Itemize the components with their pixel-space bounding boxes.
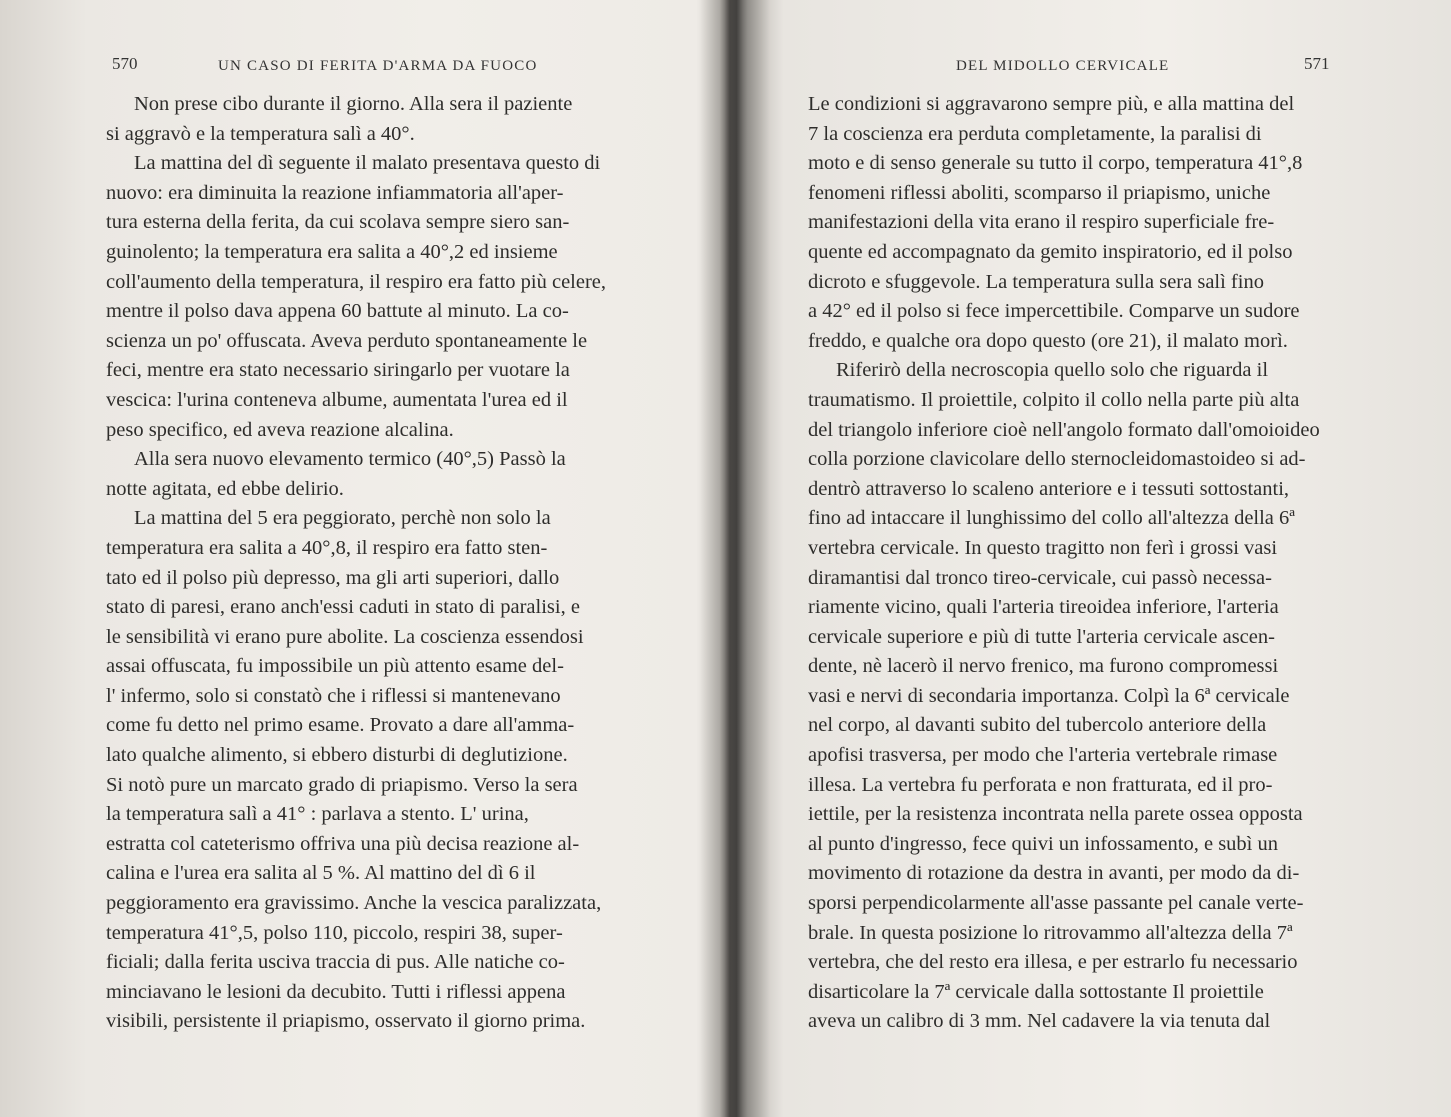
text-line: coll'aumento della temperatura, il respiro era fatto più celere, [106, 270, 607, 293]
text-line: a 42° ed il polso si fece impercettibile. Comparve un sudore [808, 300, 1300, 323]
text-line: brale. In questa posizione lo ritrovammo all'altezza della 7ª [808, 921, 1293, 944]
text-line: vertebra, che del resto era illesa, e per estrarlo fu necessario [808, 951, 1298, 974]
text-line: come fu detto nel primo esame. Provato a dare all'amma- [106, 714, 575, 737]
text-line: scienza un po' offuscata. Aveva perduto spontaneamente le [106, 329, 588, 352]
text-line: quente ed accompagnato da gemito inspiratorio, ed il polso [808, 240, 1293, 263]
text-line: al punto d'ingresso, fece quivi un infossamento, e subì un [808, 832, 1278, 855]
text-line: notte agitata, ed ebbe delirio. [106, 477, 344, 500]
text-line: Non prese cibo durante il giorno. Alla sera il paziente [134, 93, 573, 115]
text-line: calina e l'urea era salita al 5 %. Al mattino del dì 6 il [106, 862, 536, 885]
text-line: lato qualche alimento, si ebbero disturbi di deglutizione. [106, 744, 568, 767]
text-line: fenomeni riflessi aboliti, scomparso il priapismo, uniche [808, 181, 1271, 204]
text-line: 7 la coscienza era perduta completamente, la paralisi di [808, 122, 1262, 145]
text-line: manifestazioni della vita erano il respiro superficiale fre- [808, 211, 1275, 234]
text-line: tura esterna della ferita, da cui scolava sempre siero san- [106, 211, 570, 234]
right-page-number: 571 [1304, 54, 1330, 73]
text-line: diramantisi dal tronco tireo-cervicale, cui passò necessa- [808, 566, 1272, 589]
text-line: dicroto e sfuggevole. La temperatura sulla sera salì fino [808, 270, 1264, 293]
text-line: Le condizioni si aggravarono sempre più, e alla mattina del [808, 93, 1295, 115]
left-body-text [106, 90, 646, 1037]
text-line: del triangolo inferiore cioè nell'angolo formato dall'omoioideo [808, 418, 1320, 441]
text-line: Alla sera nuovo elevamento termico (40°,5) Passò la [134, 448, 566, 471]
text-line: cervicale superiore e più di tutte l'arteria cervicale ascen- [808, 625, 1275, 648]
text-line: movimento di rotazione da destra in avanti, per modo da di- [808, 862, 1300, 885]
text-line: le sensibilità vi erano pure abolite. La coscienza essendosi [106, 625, 584, 648]
right-body-text [808, 90, 1350, 1037]
text-line: Si notò pure un marcato grado di priapismo. Verso la sera [106, 773, 578, 796]
text-line: La mattina del dì seguente il malato presentava questo di [134, 152, 601, 175]
text-line: stato di paresi, erano anch'essi caduti in stato di paralisi, e [106, 596, 580, 619]
text-line: l' infermo, solo si constatò che i riflessi si mantenevano [106, 684, 561, 707]
text-line: iettile, per la resistenza incontrata nella parete ossea opposta [808, 803, 1303, 826]
text-line: guinolento; la temperatura era salita a 40°,2 ed insieme [106, 240, 558, 263]
text-line: minciavano le lesioni da decubito. Tutti i riflessi appena [106, 980, 566, 1003]
text-line: aveva un calibro di 3 mm. Nel cadavere la via tenuta dal [808, 1010, 1271, 1033]
text-line: ficiali; dalla ferita usciva traccia di pus. Alle natiche co- [106, 951, 565, 974]
text-line: nuovo: era diminuita la reazione infiammatoria all'aper- [106, 181, 564, 204]
text-line: colla porzione clavicolare dello sternocleidomastoideo si ad- [808, 448, 1306, 471]
right-running-head: DEL MIDOLLO CERVICALE [956, 58, 1170, 74]
text-line: dente, nè lacerò il nervo frenico, ma furono compromessi [808, 655, 1279, 678]
text-line: temperatura era salita a 40°,8, il respiro era fatto sten- [106, 536, 548, 559]
left-running-head: UN CASO DI FERITA D'ARMA DA FUOCO [218, 58, 538, 74]
text-line: tato ed il polso più depresso, ma gli arti superiori, dallo [106, 566, 560, 589]
text-line: traumatismo. Il proiettile, colpito il collo nella parte più alta [808, 388, 1300, 411]
text-line: estratta col cateterismo offriva una più decisa reazione al- [106, 832, 580, 855]
text-line: temperatura 41°,5, polso 110, piccolo, respiri 38, super- [106, 921, 563, 944]
text-line: si aggravò e la temperatura salì a 40°. [106, 122, 415, 145]
text-line: fino ad intaccare il lunghissimo del collo all'altezza della 6ª [808, 507, 1295, 530]
text-line: dentrò attraverso lo scaleno anteriore e i tessuti sottostanti, [808, 477, 1290, 500]
text-line: Riferirò della necroscopia quello solo che riguarda il [836, 359, 1269, 382]
text-line: disarticolare la 7ª cervicale dalla sottostante Il proiettile [808, 980, 1264, 1003]
text-line: nel corpo, al davanti subito del tubercolo anteriore della [808, 714, 1267, 737]
text-line: riamente vicino, quali l'arteria tireoidea inferiore, l'arteria [808, 596, 1279, 619]
text-line: vasi e nervi di secondaria importanza. Colpì la 6ª cervicale [808, 684, 1290, 707]
text-line: peso specifico, ed aveva reazione alcalina. [106, 418, 454, 441]
left-page-number: 570 [112, 54, 138, 73]
text-line: visibili, persistente il priapismo, osservato il giorno prima. [106, 1010, 586, 1033]
text-line: la temperatura salì a 41° : parlava a stento. L' urina, [106, 803, 529, 826]
text-line: peggioramento era gravissimo. Anche la vescica paralizzata, [106, 892, 602, 915]
text-line: assai offuscata, fu impossibile un più attento esame del- [106, 655, 564, 678]
text-line: vescica: l'urina conteneva albume, aumentata l'urea ed il [106, 388, 568, 411]
text-line: feci, mentre era stato necessario siringarlo per vuotare la [106, 359, 570, 382]
text-line: apofisi trasversa, per modo che l'arteria vertebrale rimase [808, 744, 1278, 767]
text-line: freddo, e qualche ora dopo questo (ore 21), il malato morì. [808, 329, 1288, 352]
text-line: illesa. La vertebra fu perforata e non fratturata, ed il pro- [808, 773, 1273, 796]
text-line: mentre il polso dava appena 60 battute al minuto. La co- [106, 300, 569, 323]
text-line: moto e di senso generale su tutto il corpo, temperatura 41°,8 [808, 152, 1303, 175]
right-page [734, 0, 1451, 1117]
text-line: La mattina del 5 era peggiorato, perchè non solo la [134, 507, 551, 530]
left-page [0, 0, 720, 1117]
text-line: sporsi perpendicolarmente all'asse passante pel canale verte- [808, 892, 1304, 915]
text-line: vertebra cervicale. In questo tragitto non ferì i grossi vasi [808, 536, 1278, 559]
